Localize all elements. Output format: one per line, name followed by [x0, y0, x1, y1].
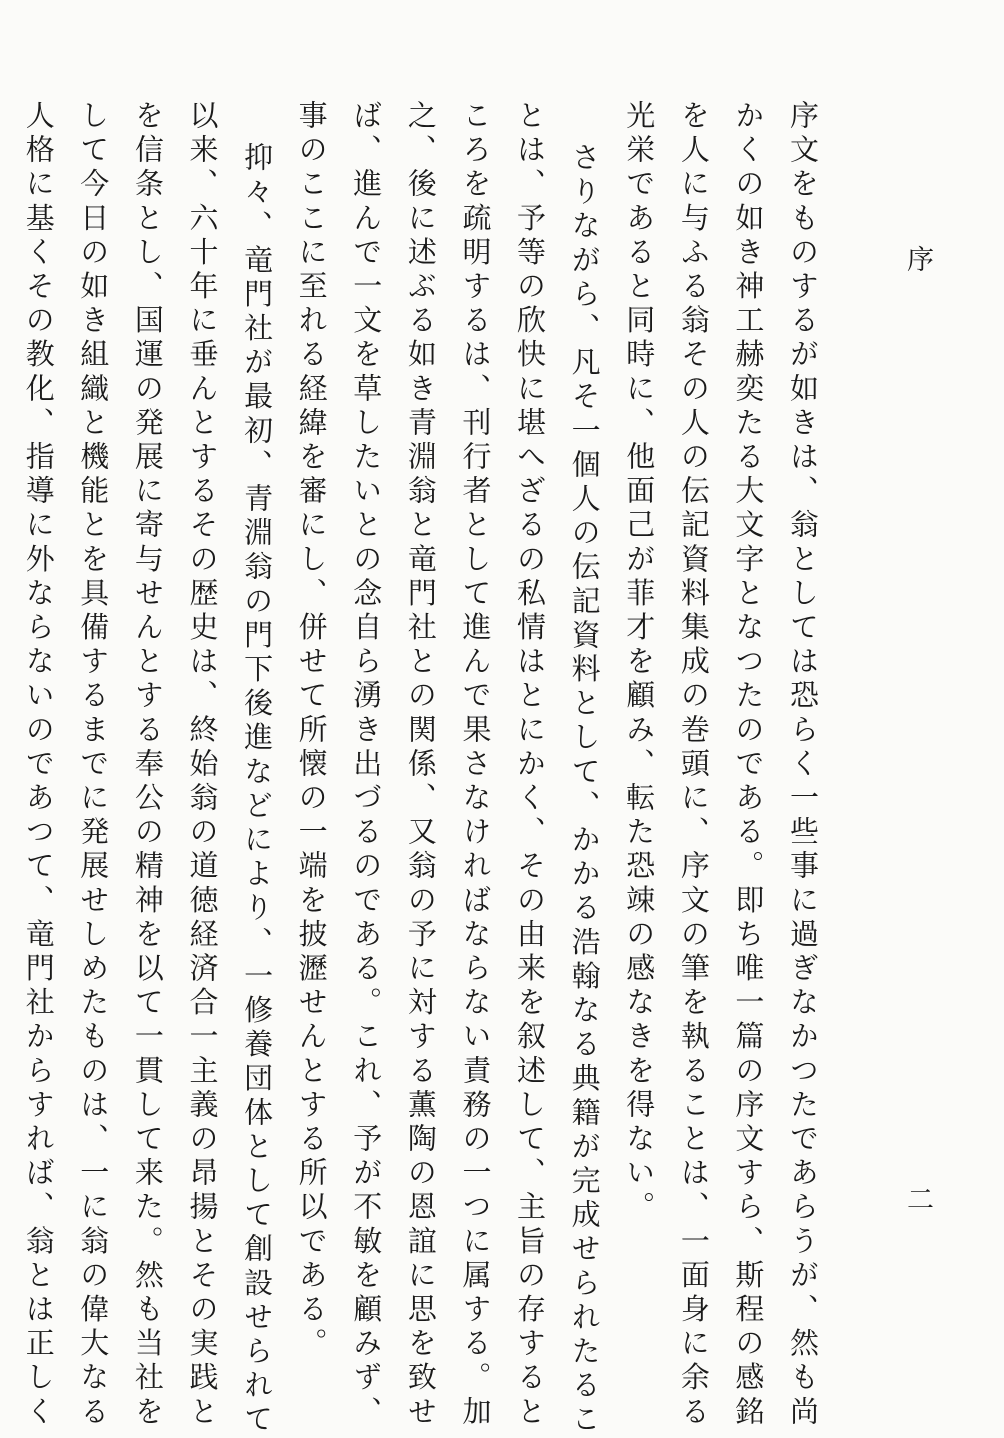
- text-column: ころを疏明するは、刊行者として進んで果さなければならない責務の一つに属する。加: [458, 100, 493, 1430]
- text-column: 抑々、竜門社が最初、青淵翁の門下後進などにより、一修養団体として創設せられて: [240, 142, 275, 1438]
- text-column: 以来、六十年に垂んとするその歴史は、終始翁の道徳経済合一主義の昂揚とその実践と: [185, 100, 220, 1430]
- text-column: を人に与ふる翁その人の伝記資料集成の巻頭に、序文の筆を執ることは、一面身に余る: [676, 100, 711, 1430]
- text-column: を信条とし、国運の発展に寄与せんとする奉公の精神を以て一貫して来た。然も当社を: [130, 100, 165, 1430]
- text-column: ば、進んで一文を草したいとの念自ら湧き出づるのである。これ、予が不敏を顧みず、: [349, 100, 384, 1430]
- page-header: [893, 60, 937, 1214]
- section-title: 序: [902, 245, 933, 274]
- body-text: [21, 100, 830, 1438]
- text-column: かくの如き神工赫奕たる大文字となつたのである。即ち唯一篇の序文すら、斯程の感銘: [731, 100, 766, 1430]
- text-column: 序文をものするが如きは、翁としては恐らく一些事に過ぎなかつたであらうが、然も尚: [786, 100, 820, 1430]
- text-column: 光栄であると同時に、他面己が菲才を顧み、転た恐竦の感なきを得ない。: [622, 100, 657, 1226]
- text-column: 之、後に述ぶる如き青淵翁と竜門社との関係、又翁の予に対する薫陶の恩誼に思を致せ: [403, 100, 438, 1430]
- page-number: 二: [902, 1185, 933, 1214]
- text-column: とは、予等の欣快に堪へざるの私情はとにかく、その由来を叙述して、主旨の存すると: [513, 100, 548, 1430]
- text-column: 事のここに至れる経緯を審にし、併せて所懐の一端を披瀝せんとする所以である。: [294, 100, 329, 1362]
- text-column: さりながら、凡そ一個人の伝記資料として、かかる浩翰なる典籍が完成せられたるこ: [567, 142, 602, 1438]
- text-column: 人格に基くその教化、指導に外ならないのであつて、竜門社からすれば、翁とは正しく: [21, 100, 56, 1430]
- text-column: して今日の如き組織と機能とを具備するまでに発展せしめたものは、一に翁の偉大なる: [76, 100, 111, 1430]
